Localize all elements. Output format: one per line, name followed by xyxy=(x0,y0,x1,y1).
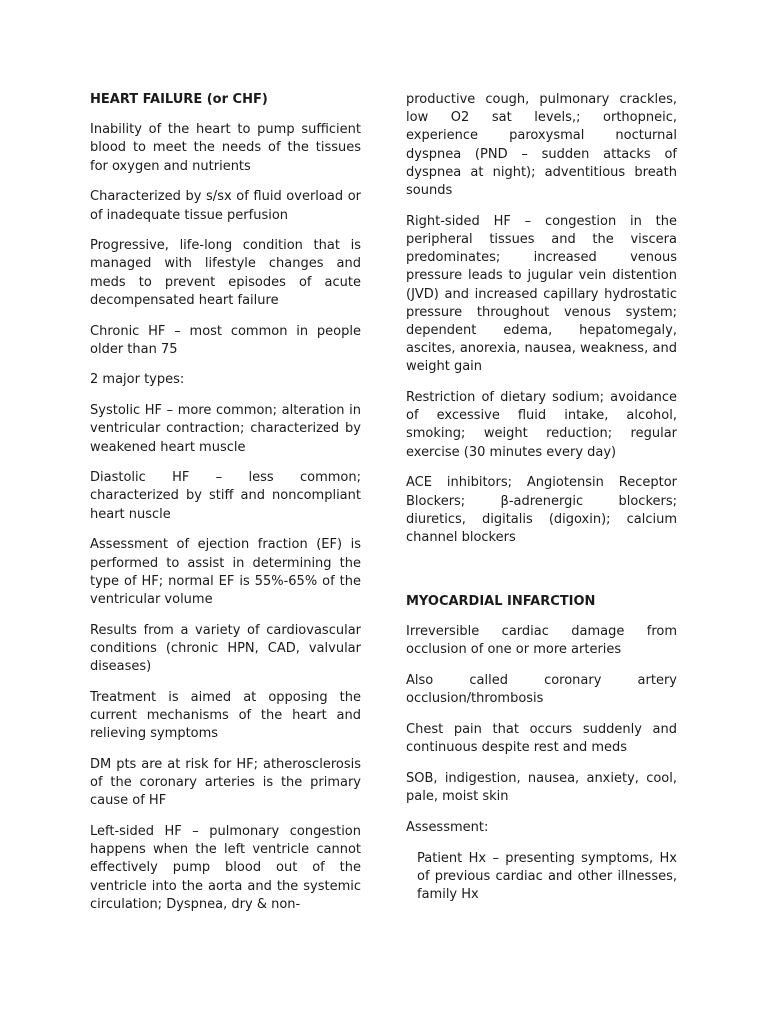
paragraph: Diastolic HF – less common; characterized by stiff and noncompliant heart nuscle xyxy=(90,470,361,522)
paragraph: Characterized by s/sx of fluid overload or of inadequate tissue perfusion xyxy=(90,189,361,223)
paragraph: ACE inhibitors; Angiotensin Receptor Blockers; β-adrenergic blockers; diuretics, digitalis (digoxin); calcium channel blockers xyxy=(406,475,677,545)
paragraph: Chronic HF – most common in people older than 75 xyxy=(90,323,361,357)
paragraph: Inability of the heart to pump sufficient blood to meet the needs of the tissues for oxygen and nutrients xyxy=(90,122,361,174)
paragraph: Irreversible cardiac damage from occlusion of one or more arteries xyxy=(406,624,677,658)
paragraph: Progressive, life-long condition that is managed with lifestyle changes and meds to prevent episodes of acute decompensated heart failure xyxy=(90,238,361,308)
right-column-top xyxy=(406,91,677,560)
indented-paragraph: Patient Hx – presenting symptoms, Hx of previous cardiac and other illnesses, family Hx xyxy=(417,850,677,902)
paragraph: Assessment of ejection fraction (EF) is performed to assist in determining the type of HF; normal EF is 55%-65% of the ventricular volume xyxy=(90,537,361,607)
paragraph: Also called coronary artery occlusion/thrombosis xyxy=(406,673,677,707)
paragraph: Assessment: xyxy=(406,819,489,835)
paragraph: 2 major types: xyxy=(90,372,185,388)
myocardial-infarction-heading: MYOCARDIAL INFARCTION xyxy=(406,594,596,609)
right-column-bottom xyxy=(406,593,677,917)
paragraph: Right-sided HF – congestion in the peripheral tissues and the viscera predominates; increased venous pressure leads to jugular vein distention (JVD) and increased capillary hydrostatic pressure throughout venous system; dependent edema, hepatomegaly, ascites, anorexia, nausea, weakness, and weight gain xyxy=(406,213,677,375)
paragraph: productive cough, pulmonary crackles, low O2 sat levels,; orthopneic, experience paroxysmal nocturnal dyspnea (PND – sudden attacks of dyspnea at night); adventitious breath sounds xyxy=(406,92,677,199)
left-column xyxy=(90,91,361,927)
paragraph: SOB, indigestion, nausea, anxiety, cool, pale, moist skin xyxy=(406,770,677,805)
paragraph: Chest pain that occurs suddenly and continuous despite rest and meds xyxy=(406,722,677,756)
paragraph: Restriction of dietary sodium; avoidance of excessive fluid intake, alcohol, smoking; weight reduction; regular exercise (30 minutes every day) xyxy=(406,390,677,460)
paragraph: Results from a variety of cardiovascular conditions (chronic HPN, CAD, valvular diseases) xyxy=(90,622,361,675)
heart-failure-heading: HEART FAILURE (or CHF) xyxy=(90,92,268,107)
paragraph: Systolic HF – more common; alteration in ventricular contraction; characterized by weakened heart muscle xyxy=(90,403,361,455)
paragraph: DM pts are at risk for HF; atherosclerosis of the coronary arteries is the primary cause of HF xyxy=(90,756,361,809)
paragraph: Left-sided HF – pulmonary congestion happens when the left ventricle cannot effectively pump blood out of the ventricle into the aorta and the systemic circulation; Dyspnea, dry & non- xyxy=(90,824,361,912)
paragraph: Treatment is aimed at opposing the current mechanisms of the heart and relieving symptoms xyxy=(90,689,361,742)
